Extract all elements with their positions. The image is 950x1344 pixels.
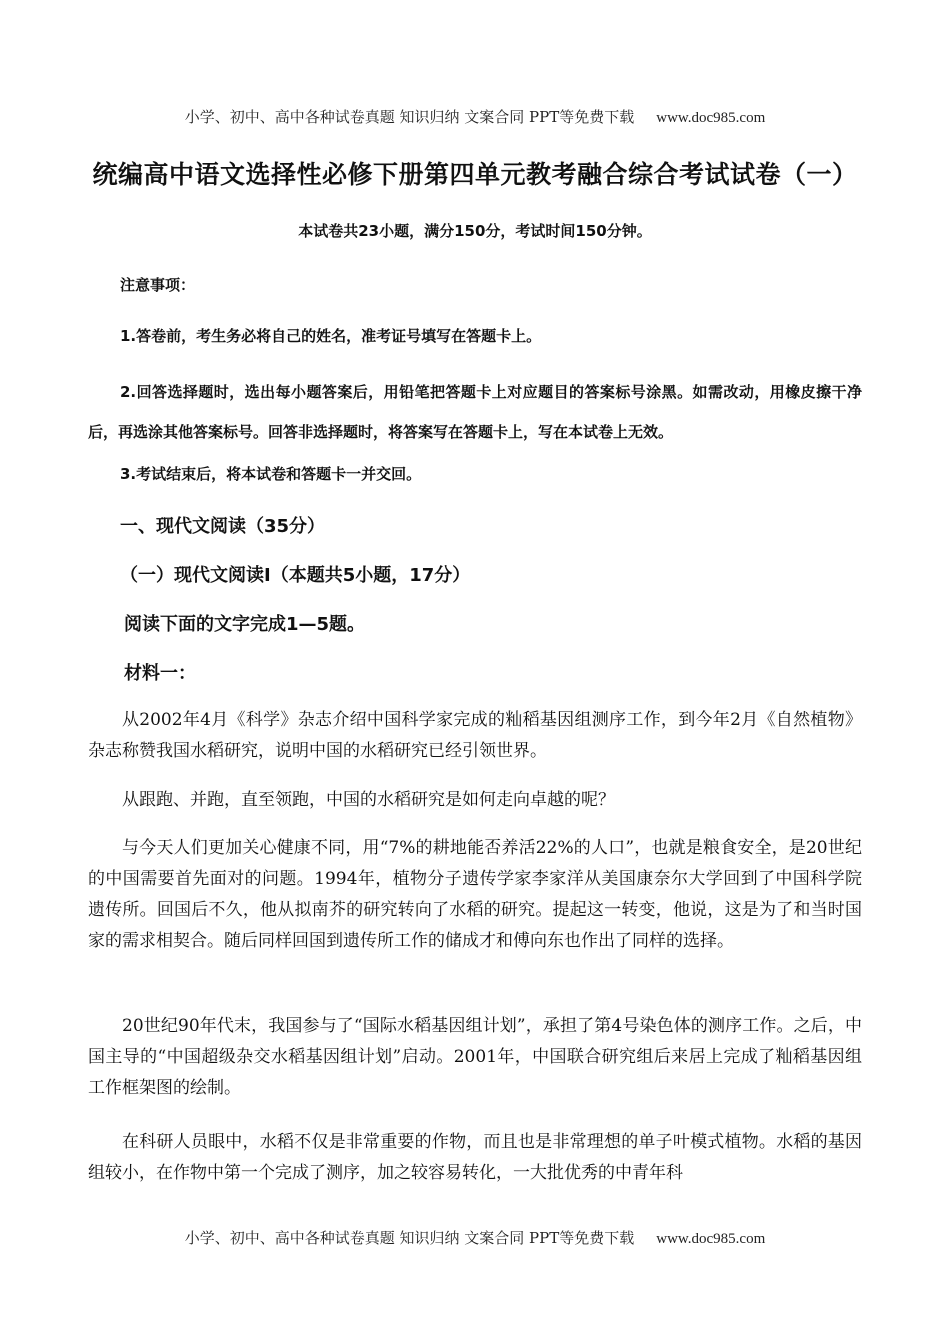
section-heading: 一、现代文阅读（35分）	[120, 516, 326, 537]
exam-info: 本试卷共23小题，满分150分，考试时间150分钟。	[298, 222, 652, 240]
section-subheading: （一）现代文阅读Ⅰ（本题共5小题，17分）	[120, 565, 471, 586]
notice-item-3: 3.考试结束后，将本试卷和答题卡一并交回。	[120, 465, 422, 483]
notice-heading: 注意事项：	[120, 276, 196, 294]
notice-item-2: 2.回答选择题时，选出每小题答案后，用铅笔把答题卡上对应题目的答案标号涂黑。如需改动，用橡皮擦干净后，再选涂其他答案标号。回答非选择题时，将答案写在答题卡上，写在本试卷上无效。	[88, 383, 862, 441]
notice-item-1: 1.答卷前，考生务必将自己的姓名，准考证号填写在答题卡上。	[120, 327, 542, 345]
paragraph-1: 从2002年4月《科学》杂志介绍中国科学家完成的籼稻基因组测序工作，到今年2月《自然植物》杂志称赞我国水稻研究，说明中国的水稻研究已经引领世界。	[88, 710, 862, 761]
page-title: 统编高中语文选择性必修下册第四单元教考融合综合考试试卷（一）	[92, 160, 858, 189]
paragraph-2: 从跟跑、并跑，直至领跑，中国的水稻研究是如何走向卓越的呢？	[122, 790, 615, 810]
page-footer	[0, 1227, 950, 1248]
paragraph-5: 在科研人员眼中，水稻不仅是非常重要的作物，而且也是非常理想的单子叶模式植物。水稻的基因组较小，在作物中第一个完成了测序，加之较容易转化，一大批优秀的中青年科	[88, 1132, 862, 1183]
material-label: 材料一：	[124, 663, 196, 684]
header-text: 小学、初中、高中各种试卷真题 知识归纳 文案合同 PPT等免费下载	[184, 108, 635, 126]
reading-instruction: 阅读下面的文字完成1—5题。	[124, 614, 366, 635]
footer-text: 小学、初中、高中各种试卷真题 知识归纳 文案合同 PPT等免费下载	[184, 1229, 635, 1247]
paragraph-4: 20世纪90年代末，我国参与了“国际水稻基因组计划”，承担了第4号染色体的测序工作。之后，中国主导的“中国超级杂交水稻基因组计划”启动。2001年，中国联合研究组后来居上完成了籼稻基因组工作框架图的绘制。	[88, 1016, 862, 1098]
footer-url[interactable]: www.doc985.com	[656, 1231, 766, 1247]
paragraph-3: 与今天人们更加关心健康不同，用“7%的耕地能否养活22%的人口”，也就是粮食安全，是20世纪的中国需要首先面对的问题。1994年，植物分子遗传学家李家洋从美国康奈尔大学回到了中国科学院遗传所。回国后不久，他从拟南芥的研究转向了水稻的研究。提起这一转变，他说，这是为了和当时国家的需求相契合。随后同样回国到遗传所工作的储成才和傅向东也作出了同样的选择。	[88, 838, 862, 951]
page-header	[0, 106, 950, 127]
header-url[interactable]: www.doc985.com	[656, 110, 766, 126]
